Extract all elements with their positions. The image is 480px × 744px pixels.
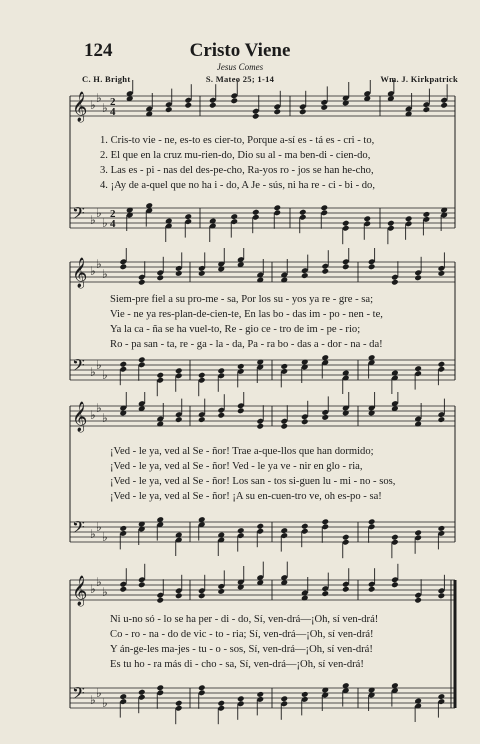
lyric-line: Ro - pa san - ta, re - ga - la - da, Pa - ra bo - das a - dor - na - da! <box>110 339 383 350</box>
svg-text:♭: ♭ <box>96 257 102 271</box>
note-group <box>119 564 182 604</box>
note-group <box>209 80 281 120</box>
composer-credit: C. H. Bright <box>82 74 131 84</box>
svg-text:♭: ♭ <box>90 408 96 422</box>
bass-clef-icon: 𝄢 <box>72 205 85 227</box>
note-group <box>299 204 371 244</box>
svg-text:♭: ♭ <box>102 368 108 382</box>
lyric-line: ¡Ved - le ya, ved al Se - ñor! ¡A su en-cuen-tro ve, oh es-po - sa! <box>110 491 382 502</box>
treble-clef-icon: 𝄞 <box>72 576 88 605</box>
lyric-line: ¡Ved - le ya, ved al Se - ñor! Trae a-que-llos que han dormido; <box>110 446 374 457</box>
svg-text:♭: ♭ <box>96 91 102 105</box>
svg-text:♭: ♭ <box>90 582 96 596</box>
hymn-title: Cristo Viene <box>189 40 291 61</box>
svg-text:♭: ♭ <box>96 686 102 700</box>
treble-clef-icon: 𝄞 <box>72 402 88 431</box>
treble-clef-icon: 𝄞 <box>72 258 88 287</box>
note-group <box>119 392 182 427</box>
note-group <box>198 359 264 397</box>
svg-text:♭: ♭ <box>102 101 108 115</box>
bass-clef-icon: 𝄢 <box>72 357 85 379</box>
svg-text:♭: ♭ <box>90 213 96 227</box>
note-group <box>280 518 349 558</box>
music-system-2 <box>0 248 480 398</box>
svg-text:♭: ♭ <box>96 206 102 220</box>
treble-clef-icon: 𝄞 <box>72 92 88 121</box>
note-group <box>119 356 182 396</box>
svg-text:♭: ♭ <box>90 98 96 112</box>
bass-clef-icon: 𝄢 <box>72 519 85 541</box>
scripture-reference: S. Mateo 25; 1-14 <box>205 74 275 84</box>
time-signature <box>110 96 116 230</box>
lyric-line: 1. Cris-to vie - ne, es-to es cier-to, Porque a-sí es - tá es - cri - to, <box>100 135 375 146</box>
lyric-line: Vie - ne ya res-plan-de-cien-te, En las bo - das im - po - nen - te, <box>110 309 383 320</box>
svg-text:2: 2 <box>110 208 116 220</box>
note-group <box>299 80 371 115</box>
svg-text:♭: ♭ <box>102 216 108 230</box>
svg-text:♭: ♭ <box>102 411 108 425</box>
note-group <box>368 518 445 558</box>
lyric-line: Co - ro - na - do de vic - to - ria; Sí, ven-drá—¡Oh, sí ven-drá! <box>110 629 374 640</box>
lyric-line: Ya la ca - ña se ha vuel-to, Re - gio ce - tro de im - pe - rio; <box>110 324 361 335</box>
lyric-line: 2. El que en la cruz mu-rien-do, Dio su al - ma ben-di - cien-do, <box>100 150 371 161</box>
svg-text:♭: ♭ <box>90 527 96 541</box>
svg-text:♭: ♭ <box>102 585 108 599</box>
svg-text:4: 4 <box>110 106 116 118</box>
svg-text:♭: ♭ <box>102 530 108 544</box>
lyric-line: Siem-pre fiel a su pro-me - sa, Por los su - yos ya re - gre - sa; <box>110 294 374 305</box>
svg-text:♭: ♭ <box>90 693 96 707</box>
lyric-line: Ni u-no só - lo se ha per - di - do, Sí, ven-drá—¡Oh, sí ven-drá! <box>110 614 379 625</box>
key-signature-icon <box>90 257 108 382</box>
bass-clef-icon: 𝄢 <box>72 685 85 707</box>
lyric-line: ¡Ved - le ya, ved al Se - ñor! Ved - le ya ve - nir en glo - ria, <box>110 461 363 472</box>
hymn-subtitle: Jesus Comes <box>216 62 264 72</box>
lyric-line: 3. Las es - pi - nas del des-pe-cho, Ra-yos ro - jos se han he-cho, <box>100 165 374 176</box>
note-group <box>126 80 192 117</box>
note-group <box>280 248 349 283</box>
lyric-line: ¡Ved - le ya, ved al Se - ñor! Los san - tos si-guen lu - mi - no - sos, <box>110 476 396 487</box>
svg-text:♭: ♭ <box>96 401 102 415</box>
key-signature-icon <box>90 401 108 544</box>
lyric-line: Y án-ge-les ma-jes - tu - o - sos, Sí, ven-drá—¡Oh, sí ven-drá! <box>110 644 373 655</box>
note-group <box>198 248 264 283</box>
svg-text:♭: ♭ <box>90 365 96 379</box>
note-group <box>198 684 264 724</box>
lyric-line: Es tu ho - ra más di - cho - sa, Sí, ven-drá—¡Oh, sí ven-drá! <box>110 659 364 670</box>
music-system-4 <box>0 556 480 726</box>
note-group <box>387 207 448 245</box>
svg-text:4: 4 <box>110 218 116 230</box>
svg-text:2: 2 <box>110 96 116 108</box>
note-group <box>368 392 445 427</box>
svg-text:♭: ♭ <box>96 520 102 534</box>
svg-text:♭: ♭ <box>90 264 96 278</box>
svg-text:♭: ♭ <box>102 267 108 281</box>
page-number: 124 <box>84 40 113 61</box>
svg-text:♭: ♭ <box>96 575 102 589</box>
note-group <box>387 80 448 117</box>
svg-text:♭: ♭ <box>102 696 108 710</box>
svg-text:♭: ♭ <box>96 358 102 372</box>
lyricist-credit: Wm. J. Kirkpatrick <box>380 74 458 84</box>
lyric-line: 4. ¡Ay de a-quel que no ha i - do, A Je - sús, ni ha re - ci - bi - do, <box>100 180 375 191</box>
note-group <box>368 564 445 604</box>
note-group <box>119 684 182 724</box>
